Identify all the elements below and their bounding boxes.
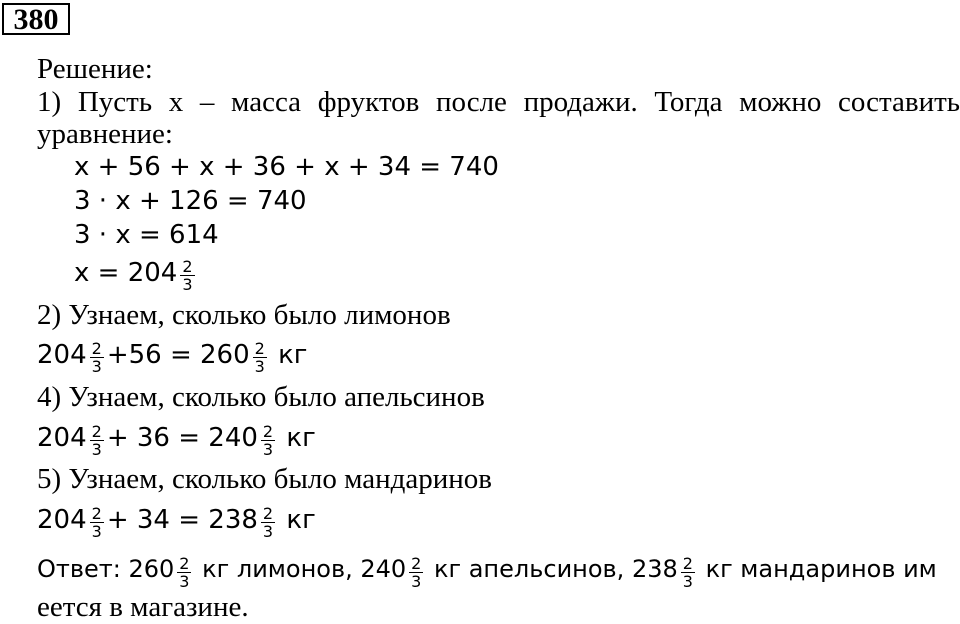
equation-4 <box>74 256 198 294</box>
step5-equation: 204 $\frac{2}{3}$ + 34 = 238 $\frac{2}{3}$ кг <box>37 504 316 541</box>
step2-equation: 204 $\frac{2}{3}$ +56 = 260 $\frac{2}{3}$ кг <box>37 339 308 376</box>
step5-fraction-b: $\frac{2}{3}$ <box>262 504 274 541</box>
step1-line2: уравнение: <box>37 118 173 150</box>
step4-fraction-a: $\frac{2}{3}$ <box>91 422 102 459</box>
step1-line1: 1) Пусть x – масса фруктов после продажи. Тогда можно составить <box>37 86 960 118</box>
answer-fraction-oranges: $\frac{2}{3}$ <box>411 553 422 591</box>
step4-fraction-b: $\frac{2}{3}$ <box>262 422 274 459</box>
step2-fraction-a: $\frac{2}{3}$ <box>91 339 102 376</box>
equation-2: 3 · x + 126 = 740 <box>74 186 307 216</box>
x-fraction: $\frac{2}{3}$ <box>182 257 193 294</box>
equation-4-text: x = 204 <box>74 258 178 288</box>
step2-fraction-b: $\frac{2}{3}$ <box>254 339 265 376</box>
answer-fraction-lemons: $\frac{2}{3}$ <box>179 553 190 591</box>
answer-line: Ответ: 260 $\frac{2}{3}$ кг лимонов, 240 $\frac{2}{3}$ кг апельсинов, 238 $\frac{2}{3}$ кг мандаринов им <box>37 553 937 591</box>
solution-heading: Решение: <box>37 53 153 85</box>
equation-3: 3 · x = 614 <box>74 220 219 250</box>
problem-number-badge: 380 <box>2 3 70 35</box>
step5-text: 5) Узнаем, сколько было мандаринов <box>37 463 492 495</box>
step4-text: 4) Узнаем, сколько было апельсинов <box>37 381 485 413</box>
answer-label: Ответ: 260 <box>37 555 175 583</box>
step2-text: 2) Узнаем, сколько было лимонов <box>37 299 451 331</box>
equation-1: x + 56 + x + 36 + x + 34 = 740 <box>74 152 499 182</box>
answer-line2: еется в магазине. <box>37 591 249 623</box>
step4-equation: 204 $\frac{2}{3}$ + 36 = 240 $\frac{2}{3}$ кг <box>37 422 316 459</box>
answer-fraction-tangerines: $\frac{2}{3}$ <box>682 553 693 591</box>
step5-fraction-a: $\frac{2}{3}$ <box>91 504 102 541</box>
